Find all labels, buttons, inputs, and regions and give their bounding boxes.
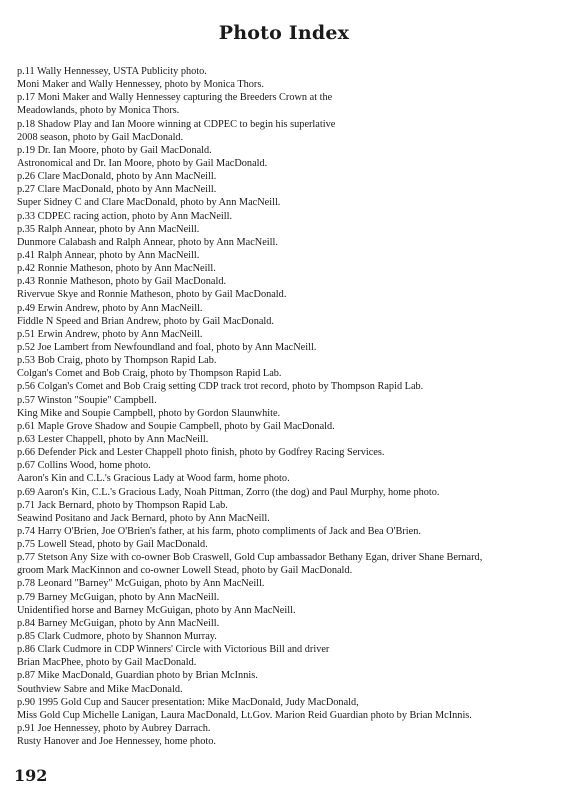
index-entry-line: p.27 Clare MacDonald, photo by Ann MacNeill. xyxy=(17,184,217,196)
index-entry-line: p.66 Defender Pick and Lester Chappell photo finish, photo by Godfrey Racing Services. xyxy=(17,447,385,459)
index-entry-line: p.86 Clark Cudmore in CDP Winners' Circle with Victorious Bill and driver xyxy=(17,644,330,656)
index-entry-line: Rivervue Skye and Ronnie Matheson, photo by Gail MacDonald. xyxy=(17,289,287,301)
index-entry-line: p.90 1995 Gold Cup and Saucer presentation: Mike MacDonald, Judy MacDonald, xyxy=(17,696,359,708)
index-entry-line: p.75 Lowell Stead, photo by Gail MacDonald. xyxy=(17,539,208,551)
index-entry-line: Dunmore Calabash and Ralph Annear, photo by Ann MacNeill. xyxy=(17,236,278,248)
index-entry-line: p.51 Erwin Andrew, photo by Ann MacNeill. xyxy=(17,328,203,340)
index-entry-line: 2008 season, photo by Gail MacDonald. xyxy=(17,131,184,143)
index-entry-line: Moni Maker and Wally Hennessey, photo by Monica Thors. xyxy=(17,79,264,91)
index-entry-line: p.67 Collins Wood, home photo. xyxy=(17,460,151,472)
index-entry-line: p.35 Ralph Annear, photo by Ann MacNeill. xyxy=(17,223,200,235)
index-entry-line: p.74 Harry O'Brien, Joe O'Brien's father, at his farm, photo compliments of Jack and Bea O'Brien. xyxy=(17,525,421,537)
index-entry-line: p.11 Wally Hennessey, USTA Publicity photo. xyxy=(17,66,207,77)
index-entry-line: p.57 Winston "Soupie" Campbell. xyxy=(17,394,157,406)
index-entry-line: p.84 Barney McGuigan, photo by Ann MacNeill. xyxy=(17,617,220,629)
index-entry-line: Seawind Positano and Jack Bernard, photo by Ann MacNeill. xyxy=(17,512,270,524)
index-entry-line: Fiddle N Speed and Brian Andrew, photo by Gail MacDonald. xyxy=(17,315,274,327)
index-entry-line: p.49 Erwin Andrew, photo by Ann MacNeill. xyxy=(17,302,203,314)
index-entry-line: p.77 Stetson Any Size with co-owner Bob Craswell, Gold Cup ambassador Bethany Egan, driver Shane Bernard, xyxy=(17,552,483,564)
index-entry-line: p.33 CDPEC racing action, photo by Ann MacNeill. xyxy=(17,210,233,222)
index-entry-line: p.56 Colgan's Comet and Bob Craig setting CDP track trot record, photo by Thompson Rapid Lab. xyxy=(17,381,424,393)
index-entry-line: Unidentified horse and Barney McGuigan, photo by Ann MacNeill. xyxy=(17,604,296,616)
page-title: Photo Index xyxy=(218,22,350,44)
index-entry-line: p.17 Moni Maker and Wally Hennessey capturing the Breeders Crown at the xyxy=(17,92,333,104)
index-entry-line: Colgan's Comet and Bob Craig, photo by Thompson Rapid Lab. xyxy=(17,368,282,380)
index-entry-line: Brian MacPhee, photo by Gail MacDonald. xyxy=(17,657,197,669)
index-entry-line: Rusty Hanover and Joe Hennessey, home photo. xyxy=(17,736,216,748)
index-entry-line: p.79 Barney McGuigan, photo by Ann MacNeill. xyxy=(17,591,220,603)
index-entry-line: p.41 Ralph Annear, photo by Ann MacNeill. xyxy=(17,249,200,261)
index-entry-line: Southview Sabre and Mike MacDonald. xyxy=(17,683,183,695)
index-entry-line: p.71 Jack Bernard, photo by Thompson Rapid Lab. xyxy=(17,499,228,511)
index-entry-line: p.52 Joe Lambert from Newfoundland and foal, photo by Ann MacNeill. xyxy=(17,341,317,353)
index-entry-line: p.61 Maple Grove Shadow and Soupie Campbell, photo by Gail MacDonald. xyxy=(17,420,335,432)
index-entry-line: Super Sidney C and Clare MacDonald, photo by Ann MacNeill. xyxy=(17,197,281,209)
index-entry-line: p.43 Ronnie Matheson, photo by Gail MacDonald. xyxy=(17,276,227,288)
index-entry-line: Meadowlands, photo by Monica Thors. xyxy=(17,105,180,117)
index-entry-line: p.69 Aaron's Kin, C.L.'s Gracious Lady, Noah Pittman, Zorro (the dog) and Paul Murphy, home photo. xyxy=(17,486,440,498)
index-entry-line: p.63 Lester Chappell, photo by Ann MacNeill. xyxy=(17,433,209,445)
index-entry-line: p.85 Clark Cudmore, photo by Shannon Murray. xyxy=(17,631,217,643)
index-entry-line: p.91 Joe Hennessey, photo by Aubrey Darrach. xyxy=(17,723,211,735)
index-entry-line: p.87 Mike MacDonald, Guardian photo by Brian McInnis. xyxy=(17,670,258,682)
index-entry-line: Astronomical and Dr. Ian Moore, photo by Gail MacDonald. xyxy=(17,157,268,169)
page-number: 192 xyxy=(14,766,48,785)
index-entry-line: p.53 Bob Craig, photo by Thompson Rapid Lab. xyxy=(17,355,217,367)
index-entry-line: p.18 Shadow Play and Ian Moore winning at CDPEC to begin his superlative xyxy=(17,118,336,130)
index-entry-line: p.19 Dr. Ian Moore, photo by Gail MacDonald. xyxy=(17,144,212,156)
index-entry-line: p.78 Leonard "Barney" McGuigan, photo by Ann MacNeill. xyxy=(17,578,265,590)
index-entry-line: King Mike and Soupie Campbell, photo by Gordon Slaunwhite. xyxy=(17,407,281,419)
index-entry-line: p.42 Ronnie Matheson, photo by Ann MacNeill. xyxy=(17,263,216,275)
index-entry-line: Miss Gold Cup Michelle Lanigan, Laura MacDonald, Lt.Gov. Marion Reid Guardian photo by Brian McInnis. xyxy=(17,709,472,721)
index-entry-line: Aaron's Kin and C.L.'s Gracious Lady at Wood farm, home photo. xyxy=(17,473,290,485)
index-entry-line: groom Mark MacKinnon and co-owner Lowell Stead, photo by Gail MacDonald. xyxy=(17,565,353,577)
index-entry-line: p.26 Clare MacDonald, photo by Ann MacNeill. xyxy=(17,171,217,183)
photo-index-list xyxy=(17,65,562,748)
